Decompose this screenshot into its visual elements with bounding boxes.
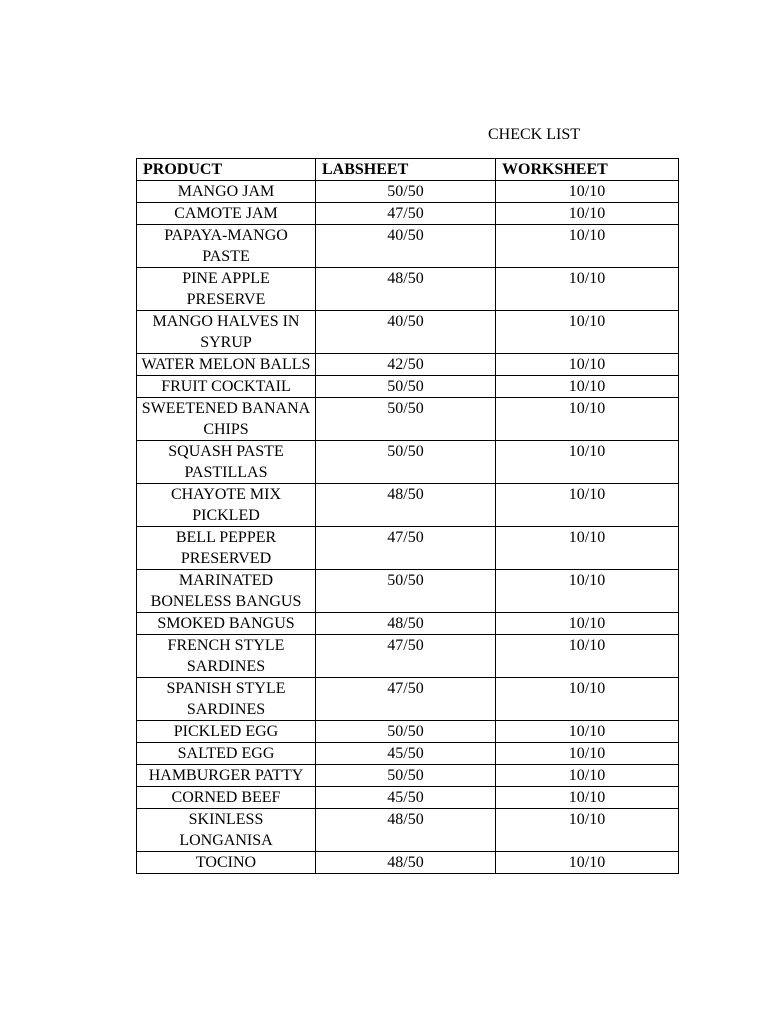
- table-row: [137, 613, 679, 635]
- worksheet-score-cell: 10/10: [496, 268, 679, 311]
- product-cell: CHAYOTE MIX PICKLED: [137, 484, 316, 527]
- worksheet-score-cell: 10/10: [496, 743, 679, 765]
- labsheet-score-cell: 47/50: [316, 678, 496, 721]
- table-row: [137, 635, 679, 678]
- product-cell: MANGO HALVES IN SYRUP: [137, 311, 316, 354]
- worksheet-score-cell: 10/10: [496, 354, 679, 376]
- column-header-labsheet: LABSHEET: [316, 159, 496, 181]
- product-cell: SMOKED BANGUS: [137, 613, 316, 635]
- worksheet-score-cell: 10/10: [496, 852, 679, 874]
- worksheet-score-cell: 10/10: [496, 678, 679, 721]
- labsheet-score-cell: 47/50: [316, 527, 496, 570]
- product-cell: PAPAYA-MANGO PASTE: [137, 225, 316, 268]
- product-cell: CAMOTE JAM: [137, 203, 316, 225]
- table-row: [137, 398, 679, 441]
- worksheet-score-cell: 10/10: [496, 787, 679, 809]
- worksheet-score-cell: 10/10: [496, 441, 679, 484]
- labsheet-score-cell: 50/50: [316, 765, 496, 787]
- table-row: [137, 809, 679, 852]
- product-cell: PICKLED EGG: [137, 721, 316, 743]
- table-body: [137, 181, 679, 874]
- labsheet-score-cell: 48/50: [316, 268, 496, 311]
- labsheet-score-cell: 50/50: [316, 721, 496, 743]
- table-row: [137, 311, 679, 354]
- labsheet-score-cell: 48/50: [316, 809, 496, 852]
- table-header-row: [137, 159, 679, 181]
- product-cell: SQUASH PASTE PASTILLAS: [137, 441, 316, 484]
- worksheet-score-cell: 10/10: [496, 181, 679, 203]
- labsheet-score-cell: 48/50: [316, 484, 496, 527]
- column-header-product: PRODUCT: [137, 159, 316, 181]
- table-row: [137, 181, 679, 203]
- product-cell: SKINLESS LONGANISA: [137, 809, 316, 852]
- worksheet-score-cell: 10/10: [496, 398, 679, 441]
- worksheet-score-cell: 10/10: [496, 311, 679, 354]
- product-cell: FRENCH STYLE SARDINES: [137, 635, 316, 678]
- labsheet-score-cell: 42/50: [316, 354, 496, 376]
- labsheet-score-cell: 45/50: [316, 787, 496, 809]
- labsheet-score-cell: 47/50: [316, 635, 496, 678]
- worksheet-score-cell: 10/10: [496, 635, 679, 678]
- product-cell: WATER MELON BALLS: [137, 354, 316, 376]
- labsheet-score-cell: 50/50: [316, 398, 496, 441]
- labsheet-score-cell: 40/50: [316, 225, 496, 268]
- table-row: [137, 376, 679, 398]
- labsheet-score-cell: 50/50: [316, 441, 496, 484]
- product-cell: SPANISH STYLE SARDINES: [137, 678, 316, 721]
- product-cell: TOCINO: [137, 852, 316, 874]
- worksheet-score-cell: 10/10: [496, 225, 679, 268]
- table-row: [137, 852, 679, 874]
- table-row: [137, 765, 679, 787]
- worksheet-score-cell: 10/10: [496, 613, 679, 635]
- labsheet-score-cell: 48/50: [316, 613, 496, 635]
- table-row: [137, 570, 679, 613]
- product-cell: CORNED BEEF: [137, 787, 316, 809]
- product-cell: SWEETENED BANANA CHIPS: [137, 398, 316, 441]
- table-row: [137, 527, 679, 570]
- column-header-worksheet: WORKSHEET: [496, 159, 679, 181]
- worksheet-score-cell: 10/10: [496, 376, 679, 398]
- worksheet-score-cell: 10/10: [496, 527, 679, 570]
- labsheet-score-cell: 50/50: [316, 376, 496, 398]
- product-cell: MARINATED BONELESS BANGUS: [137, 570, 316, 613]
- table-row: [137, 743, 679, 765]
- table-row: [137, 354, 679, 376]
- table-row: [137, 721, 679, 743]
- labsheet-score-cell: 47/50: [316, 203, 496, 225]
- labsheet-score-cell: 50/50: [316, 570, 496, 613]
- product-cell: PINE APPLE PRESERVE: [137, 268, 316, 311]
- product-cell: HAMBURGER PATTY: [137, 765, 316, 787]
- worksheet-score-cell: 10/10: [496, 721, 679, 743]
- table-row: [137, 268, 679, 311]
- labsheet-score-cell: 45/50: [316, 743, 496, 765]
- labsheet-score-cell: 40/50: [316, 311, 496, 354]
- table-row: [137, 441, 679, 484]
- checklist-table: [136, 158, 679, 874]
- table-row: [137, 787, 679, 809]
- table-row: [137, 225, 679, 268]
- product-cell: MANGO JAM: [137, 181, 316, 203]
- worksheet-score-cell: 10/10: [496, 765, 679, 787]
- worksheet-score-cell: 10/10: [496, 570, 679, 613]
- table-row: [137, 484, 679, 527]
- product-cell: SALTED EGG: [137, 743, 316, 765]
- worksheet-score-cell: 10/10: [496, 203, 679, 225]
- table-row: [137, 203, 679, 225]
- product-cell: FRUIT COCKTAIL: [137, 376, 316, 398]
- worksheet-score-cell: 10/10: [496, 809, 679, 852]
- page-title: CHECK LIST: [488, 126, 580, 143]
- labsheet-score-cell: 50/50: [316, 181, 496, 203]
- product-cell: BELL PEPPER PRESERVED: [137, 527, 316, 570]
- table-row: [137, 678, 679, 721]
- worksheet-score-cell: 10/10: [496, 484, 679, 527]
- labsheet-score-cell: 48/50: [316, 852, 496, 874]
